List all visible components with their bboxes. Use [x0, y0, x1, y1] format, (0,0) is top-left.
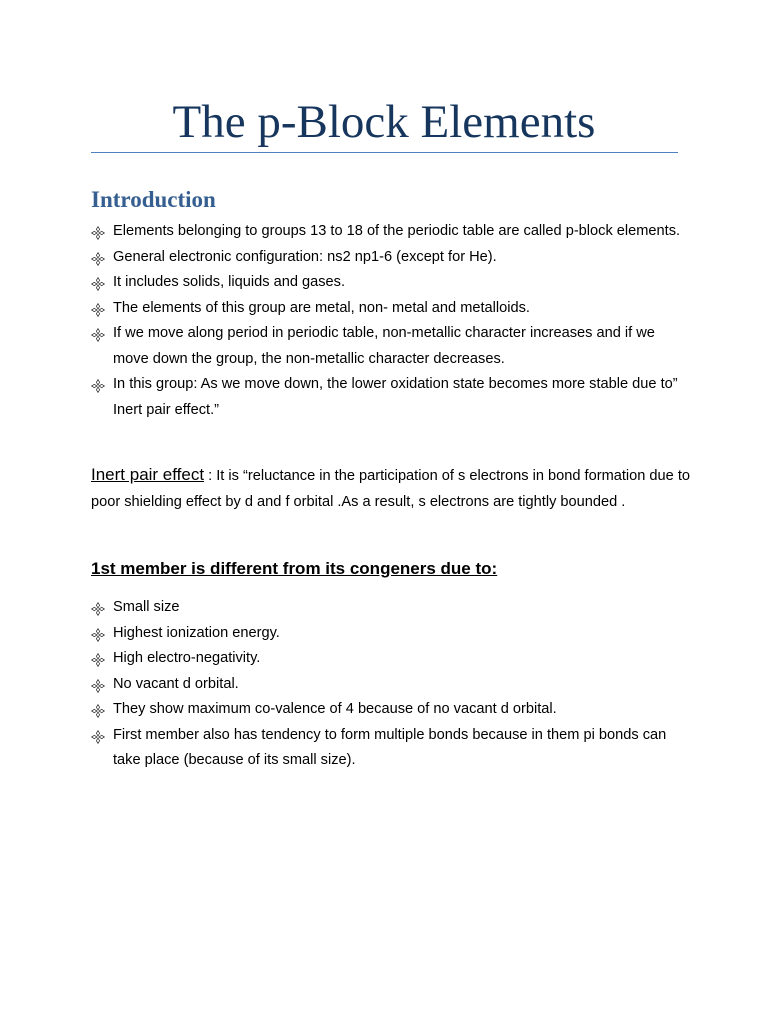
- list-item: [91, 672, 691, 698]
- list-item-text: No vacant d orbital.: [113, 675, 239, 692]
- diamond-bullet-icon: [91, 250, 105, 264]
- list-item: [91, 646, 691, 672]
- diamond-bullet-icon: [91, 301, 105, 315]
- diamond-bullet-icon: [91, 224, 105, 238]
- list-item: [91, 621, 691, 647]
- introduction-list: [91, 219, 691, 423]
- list-item-text: The elements of this group are metal, non- metal and metalloids.: [113, 299, 530, 316]
- list-item: [91, 321, 691, 372]
- list-item-text: In this group: As we move down, the lower oxidation state becomes more stable due to” Inert pair effect.”: [113, 376, 678, 418]
- first-member-list: [91, 595, 691, 774]
- list-item: [91, 697, 691, 723]
- diamond-bullet-icon: [91, 728, 105, 742]
- list-item: [91, 296, 691, 322]
- list-item-text: It includes solids, liquids and gases.: [113, 274, 346, 290]
- list-item: [91, 595, 691, 621]
- inert-pair-paragraph: [91, 462, 691, 515]
- list-item: [91, 723, 691, 774]
- inert-pair-term: Inert pair effect: [91, 465, 205, 484]
- list-item: [91, 219, 691, 245]
- diamond-bullet-icon: [91, 626, 105, 640]
- list-item-text: High electro-negativity.: [113, 650, 261, 666]
- list-item-text: General electronic configuration: ns2 np1-6 (except for He).: [113, 248, 497, 265]
- inert-pair-definition: : It is “reluctance in the participation of s electrons in bond formation due to poor shielding effect by d and f orbital .As a result, s electrons are tightly bounded .: [91, 468, 691, 510]
- list-item: [91, 372, 691, 423]
- list-item-text: If we move along period in periodic table, non-metallic character increases and if we move down the group, the non-metallic character decreases.: [113, 325, 655, 367]
- list-item-text: First member also has tendency to form multiple bonds because in them pi bonds can take place (because of its small size).: [113, 726, 667, 768]
- diamond-bullet-icon: [91, 677, 105, 691]
- diamond-bullet-icon: [91, 651, 105, 665]
- list-item-text: Highest ionization energy.: [113, 624, 280, 641]
- list-item: [91, 245, 691, 271]
- page-title: The p-Block Elements: [172, 96, 596, 148]
- list-item: [91, 270, 691, 296]
- diamond-bullet-icon: [91, 377, 105, 391]
- list-item-text: They show maximum co-valence of 4 because of no vacant d orbital.: [113, 701, 557, 717]
- diamond-bullet-icon: [91, 275, 105, 289]
- diamond-bullet-icon: [91, 326, 105, 340]
- list-item-text: Small size: [113, 599, 180, 615]
- diamond-bullet-icon: [91, 702, 105, 716]
- first-member-heading: 1st member is different from its congeners due to:: [91, 559, 498, 578]
- introduction-heading: Introduction: [91, 187, 216, 212]
- diamond-bullet-icon: [91, 600, 105, 614]
- title-underline-rule: [91, 152, 678, 153]
- list-item-text: Elements belonging to groups 13 to 18 of the periodic table are called p-block elements.: [113, 223, 681, 239]
